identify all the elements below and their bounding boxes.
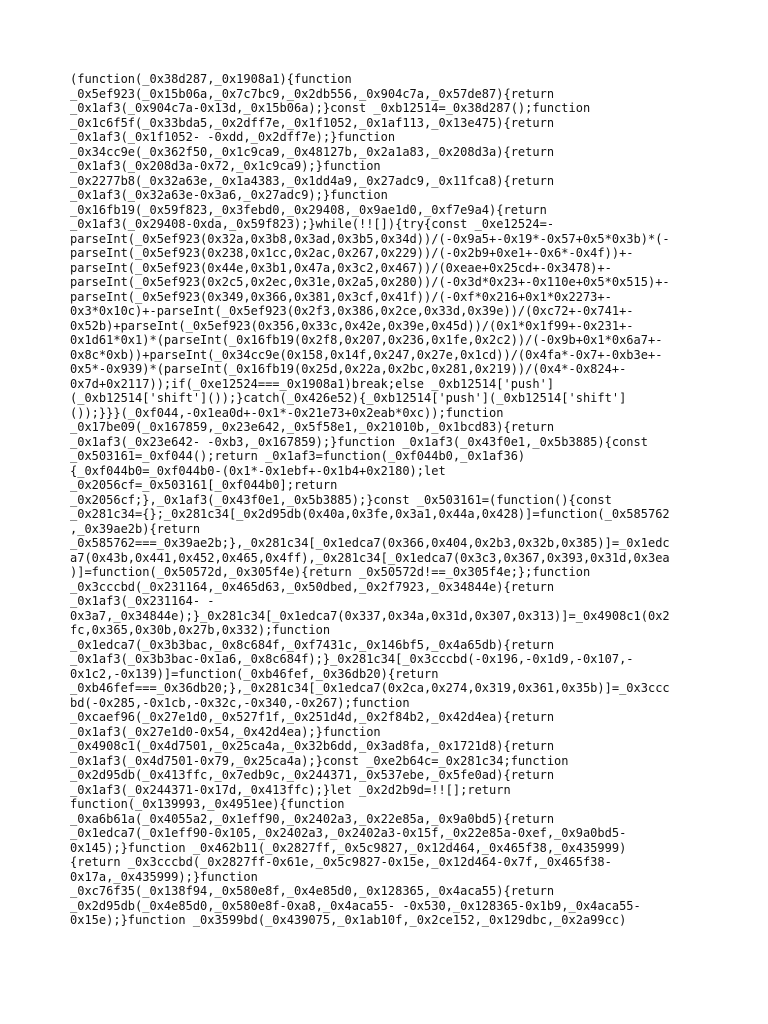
code-line: parseInt(_0x5ef923(0x349,0x366,0x381,0x3cf,0x41f))/(-0xf*0x216+0x1*0x2273+- [70,289,612,304]
code-text-block [70,72,750,928]
code-line: _0x1af3(_0x23e642- -0xb3,_0x167859);}function _0x1af3(_0x43f0e1,_0x5b3885){const [70,434,648,449]
code-line: _0x1af3(_0x4d7501-0x79,_0x25ca4a);}const _0xe2b64c=_0x281c34;function [70,753,569,768]
code-line: _0x2056cf=_0x503161[_0xf044b0];return [70,478,338,492]
code-line: _0x4908c1(_0x4d7501,_0x25ca4a,_0x32b6dd,_0x3ad8fa,_0x1721d8){return [70,739,555,753]
code-line: _0x1af3(_0x3b3bac-0x1a6,_0x8c684f);}_0x281c34[_0x3cccbd(-0x196,-0x1d9,-0x107,- [70,652,634,666]
code-line: _0xcaef96(_0x27e1d0,_0x527f1f,_0x251d4d,_0x2f84b2,_0x42d4ea){return [70,710,555,724]
code-line: _0x2056cf;},_0x1af3(_0x43f0e1,_0x5b3885);}const _0x503161=(function(){const [70,492,612,507]
code-line: _0x16fb19(_0x59f823,_0x3febd0,_0x29408,_0x9ae1d0,_0xf7e9a4){return [70,202,547,217]
code-line: _0x1af3(_0x1f1052- -0xdd,_0x2dff7e);}function [70,130,396,144]
code-line: _0x2d95db(_0x413ffc,_0x7edb9c,_0x244371,_0x537ebe,_0x5fe0ad){return [70,768,555,782]
code-line: _0x1edca7(_0x1eff90-0x105,_0x2402a3,_0x2402a3-0x15f,_0x22e85a-0xef,_0x9a0bd5- [70,826,627,840]
code-line: _0x1af3(_0x231164- - [70,594,215,608]
code-line: _0x1af3(_0x208d3a-0x72,_0x1c9ca9);}function [70,159,381,173]
code-line: _0x1af3(_0x904c7a-0x13d,_0x15b06a);}const _0xb12514=_0x38d287();function [70,101,591,115]
code-line: _0x5ef923(_0x15b06a,_0x7c7bc9,_0x2db556,_0x904c7a,_0x57de87){return [70,86,555,101]
code-line: function(_0x139993,_0x4951ee){function [70,797,345,811]
code-line: parseInt(_0x5ef923(0x238,0x1cc,0x2ac,0x267,0x229))/(-0x2b9+0xe1+-0x6*-0x4f))+- [70,246,634,260]
code-line: _0x1af3(_0x244371-0x17d,_0x413ffc);}let _0x2d2b9d=!![];return [70,782,511,797]
code-line: (function(_0x38d287,_0x1908a1){function [70,72,352,86]
code-line: _0x1c6f5f(_0x33bda5,_0x2dff7e,_0x1f1052,_0x1af113,_0x13e475){return [70,115,555,130]
code-line: 0x5*-0x939)*(parseInt(_0x16fb19(0x25d,0x22a,0x2bc,0x281,0x219))/(0x4*-0x824+- [70,362,627,376]
code-line: 0x145);}function _0x462b11(_0x2827ff,_0x5c9827,_0x12d464,_0x465f38,_0x435999) [70,840,627,855]
code-line: parseInt(_0x5ef923(0x2c5,0x2ec,0x31e,0x2a5,0x280))/(-0x3d*0x23+-0x110e+0x5*0x515)+- [70,275,670,289]
code-line: 0x3a7,_0x34844e);}_0x281c34[_0x1edca7(0x337,0x34a,0x31d,0x307,0x313)]=_0x4908c1(0x2 [70,608,670,623]
code-line: 0x15e);}function _0x3599bd(_0x439075,_0x1ab10f,_0x2ce152,_0x129dbc,_0x2a99cc) [70,913,627,927]
code-line: 0x3*0x10c)+-parseInt(_0x5ef923(0x2f3,0x386,0x2ce,0x33d,0x39e))/(0xc72+-0x741+- [70,304,634,318]
code-line: _0xa6b61a(_0x4055a2,_0x1eff90,_0x2402a3,_0x22e85a,_0x9a0bd5){return [70,811,555,826]
code-line: _0x503161=_0xf044();return _0x1af3=function(_0xf044b0,_0x1af36) [70,449,526,463]
code-line: 0x52b)+parseInt(_0x5ef923(0x356,0x33c,0x42e,0x39e,0x45d))/(0x1*0x1f99+-0x231+- [70,318,634,333]
code-line: fc,0x365,0x30b,0x27b,0x332);function [70,623,331,637]
code-line: 0x1c2,-0x139)]=function(_0xb46fef,_0x36db20){return [70,666,439,681]
code-line: a7(0x43b,0x441,0x452,0x465,0x4ff),_0x281c34[_0x1edca7(0x3c3,0x367,0x393,0x31d,0x3ea [70,550,670,565]
code-line: 0x7d+0x2117));if(_0xe12524===_0x1908a1)break;else _0xb12514['push'] [70,376,555,391]
code-line: _0x34cc9e(_0x362f50,_0x1c9ca9,_0x48127b,_0x2a1a83,_0x208d3a){return [70,144,555,159]
code-line: _0x1af3(_0x27e1d0-0x54,_0x42d4ea);}function [70,724,381,739]
code-line: _0xb46fef===_0x36db20;},_0x281c34[_0x1edca7(0x2ca,0x274,0x319,0x361,0x35b)]=_0x3ccc [70,681,670,695]
code-line: bd(-0x285,-0x1cb,-0x32c,-0x340,-0x267);function [70,695,410,710]
code-line: _0x1af3(_0x29408-0xda,_0x59f823);}while(!![]){try{const _0xe12524=- [70,217,555,231]
code-line: _0x1af3(_0x32a63e-0x3a6,_0x27adc9);}function [70,188,388,202]
code-line: _0x2277b8(_0x32a63e,_0x1a4383,_0x1dd4a9,_0x27adc9,_0x11fca8){return [70,173,555,188]
code-line: _0x3cccbd(_0x231164,_0x465d63,_0x50dbed,_0x2f7923,_0x34844e){return [70,579,555,594]
code-line: 0x8c*0xb))+parseInt(_0x34cc9e(0x158,0x14f,0x247,0x27e,0x1cd))/(0x4fa*-0x7+-0xb3e+- [70,347,663,362]
code-line: 0x1d61*0x1)*(parseInt(_0x16fb19(0x2f8,0x207,0x236,0x1fe,0x2c2))/(-0x9b+0x1*0x6a7+- [70,333,663,347]
code-line: {_0xf044b0=_0xf044b0-(0x1*-0x1ebf+-0x1b4+0x2180);let [70,463,446,478]
code-line: _0x281c34={};_0x281c34[_0x2d95db(0x40a,0x3fe,0x3a1,0x44a,0x428)]=function(_0x585762 [70,507,670,521]
code-line: _0x1edca7(_0x3b3bac,_0x8c684f,_0xf7431c,_0x146bf5,_0x4a65db){return [70,637,555,652]
code-line: _0x585762===_0x39ae2b;},_0x281c34[_0x1edca7(0x366,0x404,0x2b3,0x32b,0x385)]=_0x1edc [70,536,670,550]
code-line: _0x17be09(_0x167859,_0x23e642,_0x5f58e1,_0x21010b,_0x1bcd83){return [70,420,555,434]
code-line: parseInt(_0x5ef923(0x32a,0x3b8,0x3ad,0x3b5,0x34d))/(-0x9a5+-0x19*-0x57+0x5*0x3b)*(- [70,231,670,246]
code-line: ,_0x39ae2b){return [70,521,201,536]
code-line: _0xc76f35(_0x138f94,_0x580e8f,_0x4e85d0,_0x128365,_0x4aca55){return [70,884,555,898]
code-line: (_0xb12514['shift']());}catch(_0x426e52){_0xb12514['push'](_0xb12514['shift'] [70,391,627,405]
code-line: {return _0x3cccbd(_0x2827ff-0x61e,_0x5c9827-0x15e,_0x12d464-0x7f,_0x465f38- [70,855,612,869]
code-line: )]=function(_0x50572d,_0x305f4e){return _0x50572d!==_0x305f4e;};function [70,565,591,579]
code-line: _0x2d95db(_0x4e85d0,_0x580e8f-0xa8,_0x4aca55- -0x530,_0x128365-0x1b9,_0x4aca55- [70,898,641,913]
code-line: ());}}}(_0xf044,-0x1ea0d+-0x1*-0x21e73+0x2eab*0xc));function [70,405,504,420]
code-line: 0x17a,_0x435999);}function [70,869,258,884]
code-line: parseInt(_0x5ef923(0x44e,0x3b1,0x47a,0x3c2,0x467))/(0xeae+0x25cd+-0x3478)+- [70,260,612,275]
